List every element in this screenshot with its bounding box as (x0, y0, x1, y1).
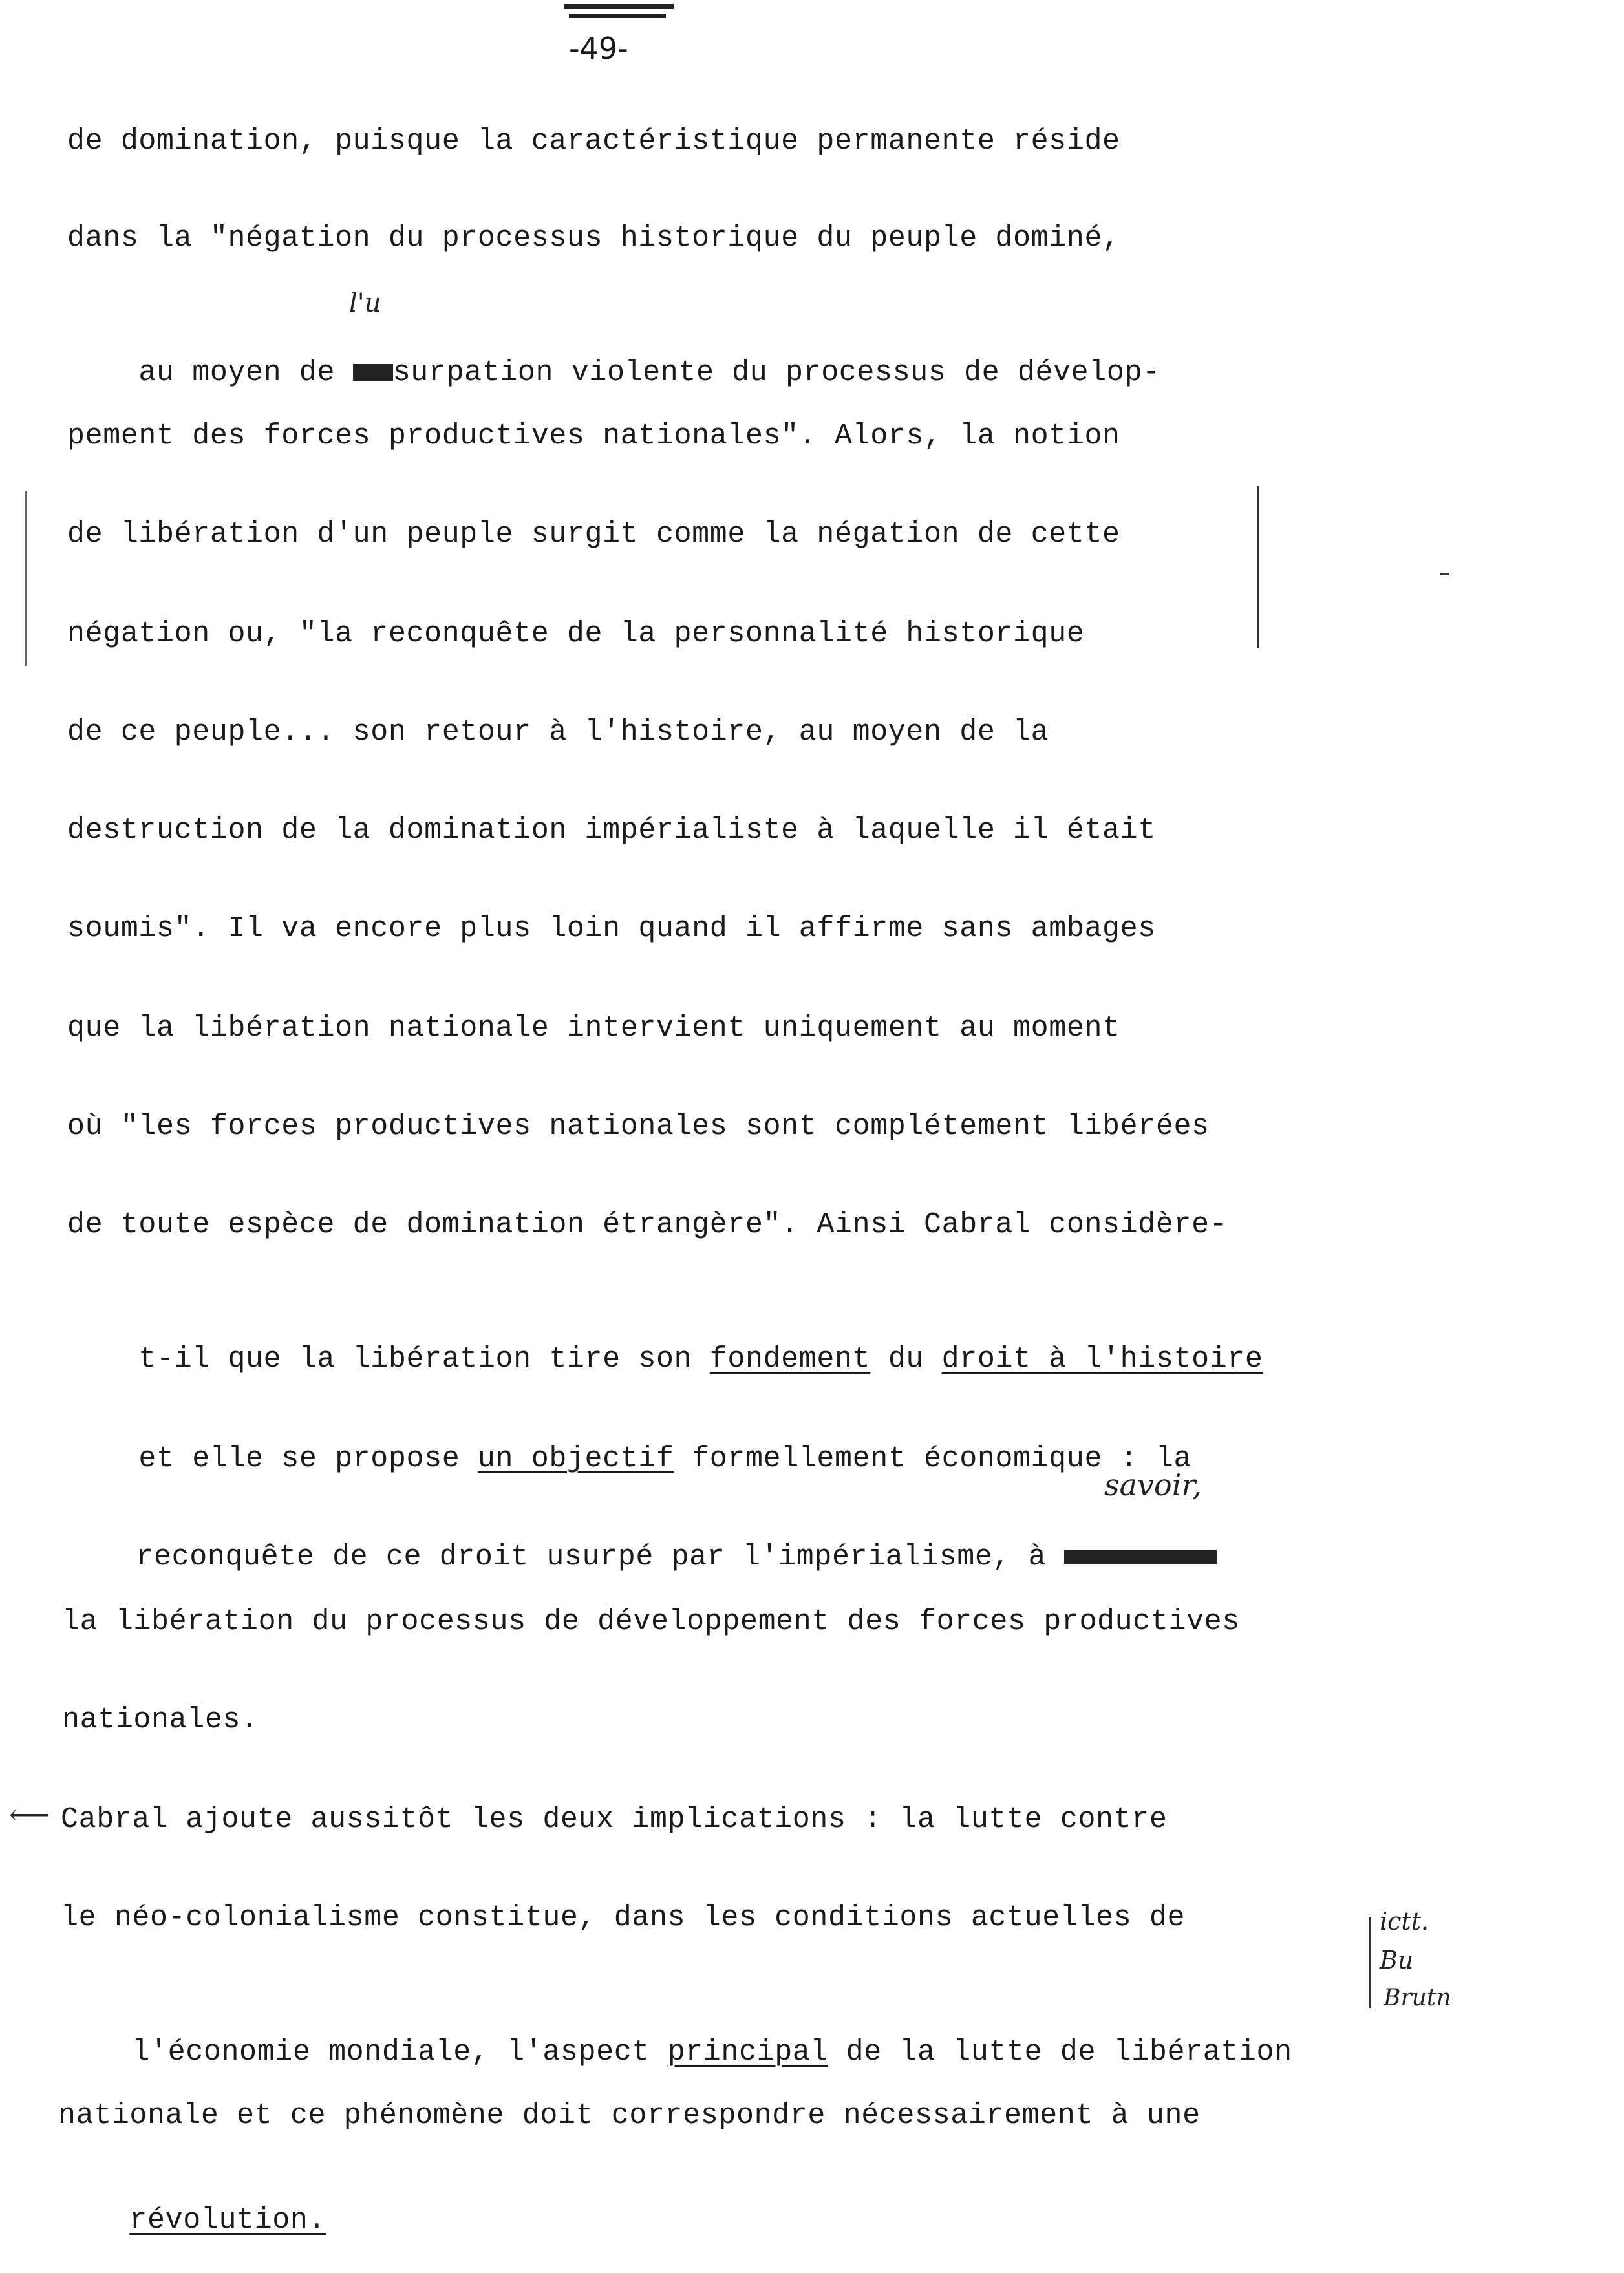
line13-part1: t-il que la libération tire son (138, 1343, 710, 1376)
handwritten-correction-lu: l'u (349, 288, 381, 318)
struck-word-blot (1064, 1550, 1217, 1564)
page-number: -49- (569, 31, 628, 66)
text-line-15 (65, 1505, 1217, 1610)
line3-after: surpation violente du processus de dévelop- (392, 356, 1160, 389)
text-line-2: dans la "négation du processus historique du peuple dominé, (67, 222, 1120, 255)
header-scribble-2 (569, 14, 666, 18)
text-line-9: soumis". Il va encore plus loin quand il affirme sans ambages (67, 912, 1156, 945)
margin-note-bracket (1369, 1917, 1371, 2008)
text-line-8: destruction de la domination impérialiste à laquelle il était (67, 814, 1156, 847)
right-margin-bracket (1257, 486, 1259, 648)
margin-note-line-2: Bu (1380, 1946, 1414, 1974)
handwritten-savoir: savoir, (1104, 1467, 1202, 1502)
text-line-5: de libération d'un peuple surgit comme la négation de cette (67, 518, 1120, 551)
text-line-7: de ce peuple... son retour à l'histoire, au moyen de la (67, 716, 1049, 749)
text-line-17: nationales. (62, 1703, 259, 1736)
text-line-14 (67, 1407, 1191, 1511)
margin-note-line-3: Brutn (1384, 1985, 1451, 2011)
underlined-droit-a-lhistoire: droit à l'histoire (941, 1343, 1263, 1376)
underlined-un-objectif: un objectif (477, 1442, 674, 1475)
line13-part2: du (870, 1343, 942, 1376)
line15-text: reconquête de ce droit usurpé par l'impérialisme, à (136, 1541, 1064, 1574)
underlined-revolution: révolution. (129, 2204, 326, 2237)
line20-part1: l'économie mondiale, l'aspect (132, 2036, 668, 2069)
correction-blot (353, 364, 393, 381)
text-line-12: de toute espèce de domination étrangère". Ainsi Cabral considère- (67, 1208, 1228, 1241)
text-line-22 (58, 2168, 326, 2273)
text-line-4: pement des forces productives nationales". Alors, la notion (67, 420, 1120, 453)
text-line-16: la libération du processus de développement des forces productives (62, 1605, 1240, 1638)
margin-dash (1440, 573, 1449, 575)
text-line-3 (67, 321, 1160, 425)
text-line-19: le néo-colonialisme constitue, dans les conditions actuelles de (61, 1901, 1186, 1934)
line20-part2: de la lutte de libération (828, 2036, 1292, 2069)
underlined-principal: principal (667, 2036, 829, 2069)
margin-arrow-icon: ⟵ (9, 1798, 50, 1831)
text-line-18: Cabral ajoute aussitôt les deux implications : la lutte contre (61, 1803, 1168, 1836)
line14-part2: formellement économique : la (674, 1442, 1192, 1475)
text-line-11: où "les forces productives nationales sont complétement libérées (67, 1110, 1210, 1143)
text-line-1: de domination, puisque la caractéristique permanente réside (67, 125, 1120, 158)
underlined-fondement: fondement (709, 1343, 871, 1376)
line14-part1: et elle se propose (138, 1442, 478, 1475)
text-line-6: négation ou, "la reconquête de la personnalité historique (67, 617, 1085, 650)
text-line-21: nationale et ce phénomène doit correspondre nécessairement à une (58, 2099, 1201, 2132)
text-line-10: que la libération nationale intervient uniquement au moment (67, 1012, 1120, 1045)
line3-before: au moyen de (138, 356, 353, 389)
left-margin-mark (25, 491, 27, 666)
margin-note-line-1: ictt. (1380, 1907, 1429, 1936)
header-scribble (564, 4, 674, 9)
text-line-13 (67, 1307, 1263, 1412)
text-line-20 (61, 2000, 1292, 2105)
